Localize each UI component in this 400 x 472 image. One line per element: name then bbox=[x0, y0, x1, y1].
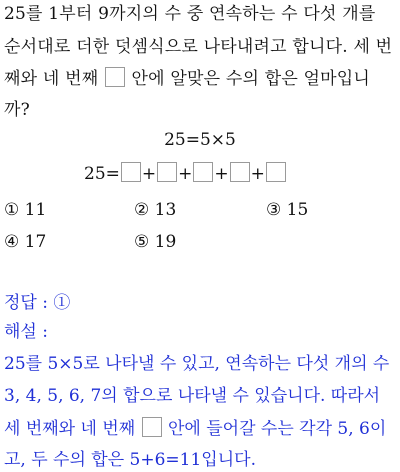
choice-5[interactable] bbox=[134, 230, 176, 254]
choice-3[interactable] bbox=[266, 198, 308, 222]
blank-box-1 bbox=[121, 162, 141, 182]
plus-sign: + bbox=[178, 164, 193, 184]
equation-sum bbox=[84, 162, 287, 186]
plus-sign: + bbox=[141, 164, 157, 184]
choice-number: ① bbox=[4, 200, 20, 220]
equation-sum-start: 25= bbox=[84, 164, 120, 184]
choice-number: ④ bbox=[4, 232, 20, 252]
choice-1[interactable] bbox=[4, 198, 46, 222]
equation-product: 25=5×5 bbox=[164, 130, 236, 150]
plus-sign: + bbox=[250, 164, 265, 184]
explanation-line-3-after: 안에 들어갈 수는 각각 5, 6이 bbox=[167, 419, 387, 439]
choice-number: ② bbox=[134, 200, 150, 220]
question-line-2: 순서대로 더한 덧셈식으로 나타내려고 합니다. 세 번 bbox=[4, 37, 393, 57]
choice-number: ③ bbox=[266, 200, 282, 220]
answer-label: 정답 : ① bbox=[4, 293, 71, 313]
explanation-line-2: 3, 4, 5, 6, 7의 합으로 나타낼 수 있습니다. 따라서 bbox=[4, 386, 381, 406]
choice-value: 11 bbox=[24, 200, 47, 220]
blank-box bbox=[105, 67, 125, 87]
blank-box-2 bbox=[157, 162, 177, 182]
choice-4[interactable] bbox=[4, 230, 46, 254]
blank-box-3 bbox=[193, 162, 213, 182]
explanation-label: 해설 : bbox=[4, 322, 48, 342]
blank-box-4 bbox=[230, 162, 250, 182]
question-line-3 bbox=[4, 67, 396, 91]
choice-value: 15 bbox=[286, 200, 309, 220]
blank-box-5 bbox=[266, 162, 286, 182]
explanation-line-3 bbox=[4, 417, 396, 441]
explanation-line-3-before: 세 번째와 네 번째 bbox=[4, 419, 136, 439]
choice-value: 19 bbox=[154, 232, 177, 252]
choice-value: 13 bbox=[154, 200, 177, 220]
choice-number: ⑤ bbox=[134, 232, 150, 252]
question-line-4: 까? bbox=[4, 100, 30, 120]
blank-box bbox=[142, 417, 162, 437]
explanation-line-4: 고, 두 수의 합은 5+6=11입니다. bbox=[4, 450, 256, 470]
plus-sign: + bbox=[214, 164, 229, 184]
choice-2[interactable] bbox=[134, 198, 176, 222]
question-line-1: 25를 1부터 9까지의 수 중 연속하는 수 다섯 개를 bbox=[4, 4, 376, 24]
question-line-3-after: 안에 알맞은 수의 합은 얼마입니 bbox=[131, 69, 371, 89]
question-line-3-before: 째와 네 번째 bbox=[4, 69, 99, 89]
explanation-line-1: 25를 5×5로 나타낼 수 있고, 연속하는 다섯 개의 수 bbox=[4, 354, 390, 374]
choice-value: 17 bbox=[24, 232, 47, 252]
